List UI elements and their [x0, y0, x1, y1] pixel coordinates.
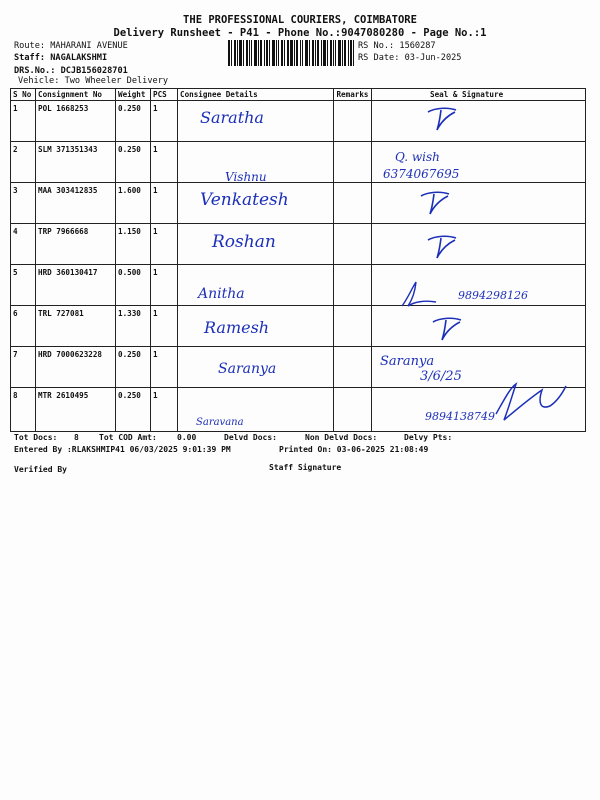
handwritten-name: Ramesh: [204, 318, 270, 337]
weight-cell: 0.250: [116, 388, 151, 432]
handwritten-name: Saravana: [196, 417, 244, 428]
weight-cell: 1.150: [116, 224, 151, 265]
vehicle-text: Vehicle: Two Wheeler Delivery: [18, 76, 169, 86]
total-cod-label: Tot COD Amt:: [99, 433, 157, 442]
printed-on-text: Printed On: 03-06-2025 21:08:49: [279, 445, 429, 454]
staff-signature-label: Staff Signature: [269, 463, 342, 472]
weight-cell: 1.600: [116, 183, 151, 224]
column-header: PCS: [151, 89, 178, 101]
handwritten-phone: 9894138749: [425, 410, 495, 423]
sno-cell: 6: [11, 306, 36, 347]
consignment-cell: MAA 303412835: [36, 183, 116, 224]
consignment-cell: HRD 7000623228: [36, 347, 116, 388]
signature-cell: [372, 224, 586, 265]
sno-cell: 2: [11, 142, 36, 183]
table-row: [11, 142, 586, 183]
table-row: [11, 224, 586, 265]
sno-cell: 8: [11, 388, 36, 432]
signature-cell: [372, 306, 586, 347]
seal-date: 3/6/25: [420, 369, 462, 384]
consignment-cell: MTR 2610495: [36, 388, 116, 432]
delivered-docs-label: Delvd Docs:: [224, 433, 277, 442]
total-docs-value: 8: [74, 433, 79, 442]
sno-cell: 4: [11, 224, 36, 265]
pcs-cell: 1: [151, 347, 178, 388]
handwritten-phone: 9894298126: [458, 289, 528, 302]
pcs-cell: 1: [151, 388, 178, 432]
weight-cell: 0.250: [116, 347, 151, 388]
sno-cell: 1: [11, 101, 36, 142]
total-cod-value: 0.00: [177, 433, 197, 442]
remarks-cell: [334, 388, 372, 432]
handwritten-phone: 6374067695: [383, 167, 460, 181]
signature-mark: [418, 188, 452, 218]
pcs-cell: 1: [151, 306, 178, 347]
remarks-cell: [334, 183, 372, 224]
drs-number: DRS.No.: DCJB156028701: [14, 66, 128, 76]
signature-cell: [372, 183, 586, 224]
table-row: [11, 183, 586, 224]
weight-cell: 0.500: [116, 265, 151, 306]
pcs-cell: 1: [151, 101, 178, 142]
weight-cell: 1.330: [116, 306, 151, 347]
signature-mark: [490, 380, 570, 424]
consignment-cell: HRD 360130417: [36, 265, 116, 306]
seal-name: Saranya: [380, 354, 435, 369]
sno-cell: 7: [11, 347, 36, 388]
weight-cell: 0.250: [116, 101, 151, 142]
weight-cell: 0.250: [116, 142, 151, 183]
company-name: THE PROFESSIONAL COURIERS, COIMBATORE: [183, 14, 417, 26]
table-row: [11, 101, 586, 142]
signature-mark: [430, 314, 464, 344]
entered-by-text: Entered By :RLAKSHMIP41 06/03/2025 9:01:39 PM: [14, 445, 231, 454]
pcs-cell: 1: [151, 224, 178, 265]
remarks-cell: [334, 142, 372, 183]
signature-mark: [425, 104, 459, 134]
consignment-cell: POL 1668253: [36, 101, 116, 142]
consignment-cell: TRP 7966668: [36, 224, 116, 265]
consignment-cell: SLM 371351343: [36, 142, 116, 183]
table-header-row: [11, 89, 586, 101]
barcode-image: [228, 40, 354, 66]
signature-mark: [425, 232, 459, 262]
signature-mark: [398, 280, 438, 310]
delivery-points-label: Delvy Pts:: [404, 433, 453, 442]
sno-cell: 3: [11, 183, 36, 224]
handwritten-name: Anitha: [198, 286, 245, 302]
column-header: Weight: [116, 89, 151, 101]
column-header: Consignee Details: [178, 89, 334, 101]
rs-date: RS Date: 03-Jun-2025: [358, 53, 462, 63]
staff-text: Staff: NAGALAKSHMI: [14, 53, 108, 63]
consignment-cell: TRL 727081: [36, 306, 116, 347]
signature-cell: [372, 101, 586, 142]
handwritten-name: Vishnu: [225, 170, 267, 184]
rs-number: RS No.: 1560287: [358, 41, 436, 51]
column-header: Remarks: [334, 89, 372, 101]
verified-by-label: Verified By: [14, 465, 67, 474]
runsheet-title: Delivery Runsheet - P41 - Phone No.:9047080280 - Page No.:1: [113, 27, 487, 39]
column-header: Consignment No: [36, 89, 116, 101]
non-delivered-docs-label: Non Delvd Docs:: [305, 433, 378, 442]
handwritten-name: Venkatesh: [200, 190, 289, 210]
handwritten-note: Q. wish: [395, 150, 440, 164]
remarks-cell: [334, 101, 372, 142]
handwritten-name: Roshan: [212, 232, 276, 252]
column-header: S No: [11, 89, 36, 101]
remarks-cell: [334, 224, 372, 265]
pcs-cell: 1: [151, 142, 178, 183]
handwritten-name: Saratha: [200, 108, 264, 127]
table-row: [11, 306, 586, 347]
handwritten-name: Saranya: [218, 361, 277, 377]
route-text: Route: MAHARANI AVENUE: [14, 41, 128, 51]
remarks-cell: [334, 306, 372, 347]
pcs-cell: 1: [151, 183, 178, 224]
column-header: Seal & Signature: [372, 89, 586, 101]
pcs-cell: 1: [151, 265, 178, 306]
remarks-cell: [334, 347, 372, 388]
remarks-cell: [334, 265, 372, 306]
sno-cell: 5: [11, 265, 36, 306]
total-docs-label: Tot Docs:: [14, 433, 58, 442]
